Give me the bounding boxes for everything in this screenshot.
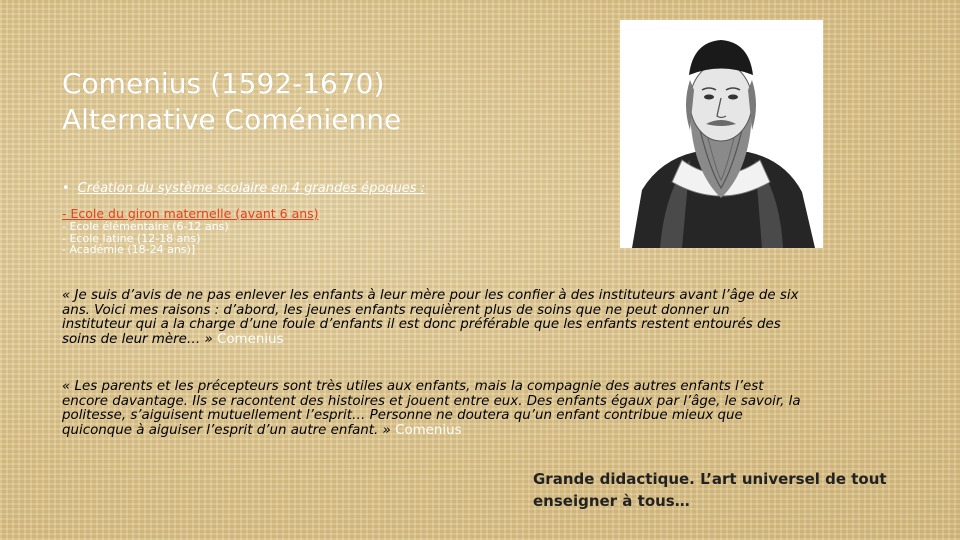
comenius-portrait — [620, 20, 823, 248]
school-periods-list — [62, 206, 319, 256]
portrait-engraving — [620, 20, 823, 248]
quote-block — [62, 380, 802, 438]
bullet-marker: • — [62, 181, 70, 196]
quote-text: « Les parents et les précepteurs sont très utiles aux enfants, mais la compagnie des autres enfants l’est encore davantage. Ils se racontent des histoires et jouent entre eux. Des enfants égaux par l’âge, le savoir, la politesse, s’aiguisent mutuellement l’esprit… Personne ne doutera qu’un enfant contribue mieux que quiconque à aiguiser l’esprit d’un autre enfant. » — [62, 379, 801, 438]
school-period-item: - Ecole latine (12-18 ans) — [62, 231, 201, 245]
slide-title — [62, 66, 582, 138]
school-period-item[interactable]: - Ecole du giron maternelle (avant 6 ans) — [62, 206, 319, 221]
book-reference: Grande didactique. L’art universel de tout enseigner à tous… — [533, 470, 887, 510]
school-period-item: - Académie (18-24 ans)] — [62, 243, 196, 256]
quote-text: « Je suis d’avis de ne pas enlever les enfants à leur mère pour les confier à des instituteurs avant l’âge de six ans. Voici mes raisons : d’abord, les jeunes enfants requièrent plus de soins que ne peut donner un instituteur qui a la charge d’une foule d’enfants il est donc préférable que les enfants restent entourés des soins de leur mère… » — [62, 288, 799, 347]
title-line-1: Comenius (1592-1670) — [62, 67, 385, 100]
title-line-2: Alternative Coménienne — [62, 103, 402, 136]
bullet-point — [62, 181, 425, 196]
school-period-item: - Ecole élémentaire (6-12 ans) — [62, 220, 229, 233]
quote-author: Comenius — [217, 331, 284, 347]
quote-block — [62, 289, 802, 347]
bullet-text[interactable]: Création du système scolaire en 4 grandes époques : — [77, 181, 426, 196]
quote-author: Comenius — [395, 422, 462, 438]
